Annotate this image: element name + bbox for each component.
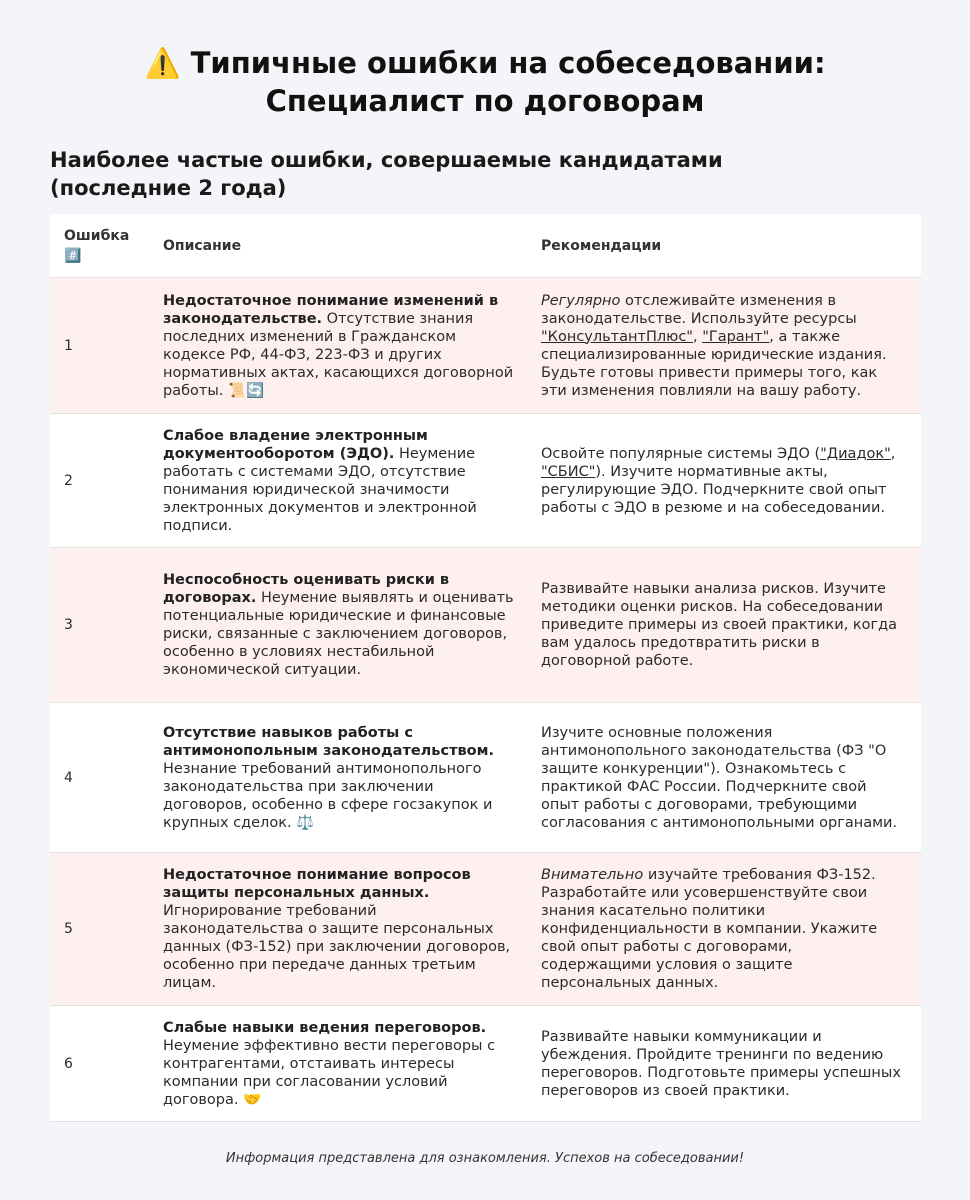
table-row <box>50 703 921 853</box>
table-row <box>50 548 921 703</box>
row-num: 4 <box>64 769 73 786</box>
page-title-line-1: ⚠️ Типичные ошибки на собеседовании: <box>144 46 826 80</box>
row-recommendation <box>527 445 921 517</box>
link-garant[interactable]: "Гарант" <box>702 328 770 345</box>
row-recommendation <box>527 292 921 400</box>
row-recommendation-emphasis: Внимательно <box>541 867 644 883</box>
header-recommendations: Рекомендации <box>541 237 662 254</box>
row-description-text: Неумение выявлять и оценивать потенциальные юридические и финансовые риски, связанные с заключением договоров, особенно в условиях нестабильной экономической ситуации. <box>163 590 514 678</box>
link-consultantplus[interactable]: "КонсультантПлюс" <box>541 328 693 345</box>
row-num: 2 <box>64 472 73 489</box>
row-recommendation: Изучите основные положения антимонопольного законодательства (ФЗ "О защите конкуренции"). Ознакомьтесь с практикой ФАС России. Подчеркните свой опыт работы с договорами, требующими согласования с антимонопольными органами. <box>541 724 898 831</box>
row-description-text: Незнание требований антимонопольного законодательства при заключении договоров, особенно в сфере госзакупок и крупных сделок. ⚖️ <box>163 760 493 831</box>
row-recommendation: Развивайте навыки анализа рисков. Изучите методики оценки рисков. На собеседовании приведите примеры из своей практики, когда вам удалось предотвратить риски в договорной работе. <box>541 581 898 669</box>
table-header-row <box>50 214 921 278</box>
row-recommendation-text: отслеживайте изменения в законодательстве. Используйте ресурсы <box>541 292 857 327</box>
row-description-title: Слабые навыки ведения переговоров. <box>163 1019 487 1036</box>
header-description: Описание <box>163 237 242 254</box>
row-recommendation <box>527 866 921 992</box>
row-description-text: Отсутствие знания последних изменений в Гражданском кодексе РФ, 44-ФЗ, 223-ФЗ и других нормативных актах, касающихся договорной работы. 📜🔄 <box>163 310 514 399</box>
row-description <box>149 427 527 535</box>
row-recommendation-text: , <box>692 328 703 345</box>
row-description-title: Слабое владение электронным документооборотом (ЭДО). <box>163 427 428 462</box>
row-description-title: Отсутствие навыков работы с антимонопольным законодательством. <box>163 724 494 759</box>
row-description <box>149 1019 527 1109</box>
row-description-title: Недостаточное понимание изменений в законодательстве. <box>163 292 499 327</box>
row-num: 6 <box>64 1055 73 1072</box>
link-diadok[interactable]: "Диадок" <box>820 445 891 462</box>
row-recommendation-text: ). Изучите нормативные акты, регулирующие ЭДО. Подчеркните свой опыт работы с ЭДО в резюме и на собеседовании. <box>541 463 887 516</box>
row-recommendation-emphasis: Регулярно <box>541 292 621 309</box>
row-recommendation-text: Освойте популярные системы ЭДО ( <box>541 445 821 462</box>
table-row <box>50 414 921 548</box>
row-description <box>149 724 527 832</box>
page-title <box>0 44 970 120</box>
row-num: 3 <box>64 617 73 633</box>
link-sbis[interactable]: "СБИС" <box>541 463 596 480</box>
row-recommendation-text: , а также специализированные юридические издания. Будьте готовы привести примеры того, как эти изменения повлияли на вашу работу. <box>541 328 887 399</box>
mistakes-table <box>50 214 921 1122</box>
footer-note: Информация представлена для ознакомления. Успехов на собеседовании! <box>225 1151 745 1166</box>
row-description <box>149 292 527 400</box>
row-description-text: Игнорирование требований законодательства о защите персональных данных (ФЗ-152) при заключении договоров, особенно при передаче данных третьим лицам. <box>163 903 511 991</box>
page-title-line-2: Специалист по договорам <box>265 84 705 118</box>
row-description-title: Неспособность оценивать риски в договорах. <box>163 572 450 606</box>
row-num: 1 <box>64 337 73 354</box>
row-recommendation: Развивайте навыки коммуникации и убеждения. Пройдите тренинги по ведению переговоров. Подготовьте примеры успешных переговоров из своей практики. <box>541 1028 901 1099</box>
header-num: Ошибка #️⃣ <box>64 227 130 264</box>
row-num: 5 <box>64 921 73 937</box>
row-description-text: Неумение эффективно вести переговоры с контрагентами, отстаивать интересы компании при согласовании условий договора. 🤝 <box>163 1037 496 1108</box>
table-row <box>50 1006 921 1122</box>
row-description-title: Недостаточное понимание вопросов защиты персональных данных. <box>163 867 471 901</box>
table-row <box>50 853 921 1006</box>
row-recommendation-text: , <box>890 445 896 462</box>
row-recommendation-text: изучайте требования ФЗ-152. Разработайте или усовершенствуйте свои знания касательно политики конфиденциальности в компании. Укажите свой опыт работы с договорами, содержащими условия о защите персональных данных. <box>541 867 878 991</box>
row-description-text: Неумение работать с системами ЭДО, отсутствие понимания юридической значимости электронных документов и электронной подписи. <box>163 445 477 534</box>
row-description <box>149 571 527 679</box>
row-description <box>149 866 527 992</box>
section-title: Наиболее частые ошибки, совершаемые кандидатами (последние 2 года) <box>50 148 723 200</box>
table-row <box>50 278 921 414</box>
